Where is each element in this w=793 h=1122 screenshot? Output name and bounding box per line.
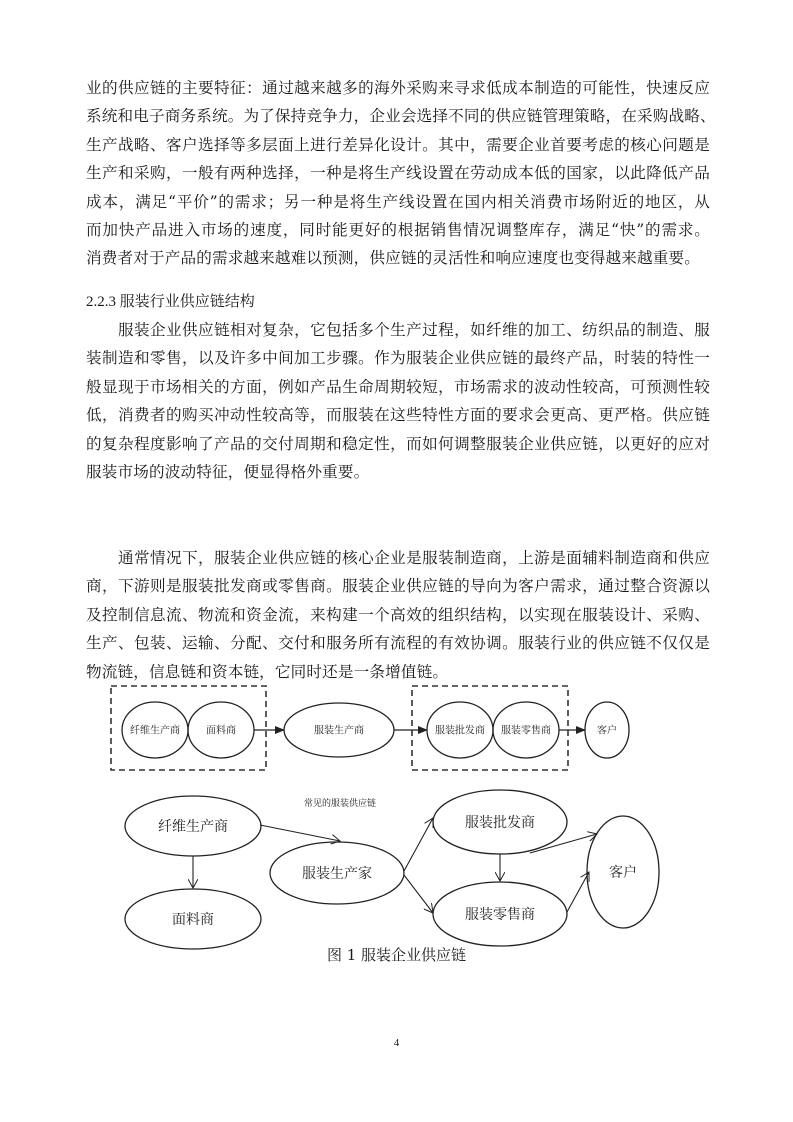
body-text-line: 装制造和零售，以及许多中间加工步骤。作为服装企业供应链的最终产品，时装的特性一 — [86, 349, 710, 368]
body-text-line: 而加快产品进入市场的速度，同时能更好的根据销售情况调整库存，满足“快”的需求。 — [86, 221, 710, 239]
graph-label: 常见的服装供应链 — [303, 799, 377, 809]
graph-node — [125, 889, 261, 949]
graph-node-label: 服装生产家 — [302, 865, 372, 882]
body-text-line: 消费者对于产品的需求越来越难以预测，供应链的灵活性和响应速度也变得越来越重要。 — [86, 249, 701, 268]
page-number: 4 — [393, 1037, 400, 1049]
graph-node-label: 服装零售商 — [465, 906, 535, 923]
top-node-label: 服装零售商 — [501, 725, 551, 737]
body-text-line: 生产、包装、运输、分配、交付和服务所有流程的有效协调。服装行业的供应链不仅仅是 — [86, 634, 710, 653]
graph-node — [125, 796, 261, 856]
body-text-line: 商，下游则是服装批发商或零售商。服装企业供应链的导向为客户需求，通过整合资源以 — [86, 577, 710, 596]
top-node-label: 面料商 — [206, 725, 236, 737]
body-text-line: 业的供应链的主要特征：通过越来越多的海外采购来寻求低成本制造的可能性，快速反应 — [86, 79, 710, 97]
graph-node — [433, 790, 567, 854]
bottom-graph-diagram — [125, 790, 659, 949]
top-node — [188, 702, 254, 758]
graph-edge — [567, 872, 589, 912]
body-text-line: 服装市场的波动特征，便显得格外重要。 — [86, 463, 370, 481]
graph-node-label: 服装批发商 — [465, 814, 535, 831]
top-node — [427, 702, 493, 758]
body-text-line: 生产战略、客户选择等多层面上进行差异化设计。其中，需要企业首要考虑的核心问题是 — [86, 135, 710, 154]
top-node — [585, 702, 629, 758]
body-text-line: 系统和电子商务系统。为了保持竞争力，企业会选择不同的供应链管理策略，在采购战略、 — [86, 107, 716, 126]
top-node — [493, 702, 559, 758]
body-text-line: 的复杂程度影响了产品的交付周期和稳定性，而如何调整服装企业供应链，以更好的应对 — [86, 434, 710, 453]
top-chain-diagram — [111, 686, 629, 770]
body-text-line: 及控制信息流、物流和资金流，来构建一个高效的组织结构，以实现在服装设计、采购、 — [86, 605, 710, 624]
graph-node-label: 客户 — [609, 864, 637, 881]
body-text-line: 物流链，信息链和资本链，它同时还是一条增值链。 — [86, 662, 449, 681]
top-node — [122, 702, 188, 758]
graph-node — [270, 842, 404, 904]
figure-caption: 图 1 服装企业供应链 — [326, 946, 467, 964]
top-node-label: 客户 — [597, 725, 617, 737]
body-text-line: 低，消费者的购买冲动性较高等，而服装在这些特性方面的要求会更高、更严格。供应链 — [86, 406, 710, 425]
graph-node-label: 面料商 — [172, 911, 214, 928]
graph-node — [587, 816, 659, 928]
graph-edge — [260, 825, 340, 841]
body-text-line: 生产和采购，一般有两种选择，一种是将生产线设置在劳动成本低的国家，以此降低产品 — [86, 164, 710, 183]
graph-edge — [404, 875, 433, 913]
body-text-line: 成本，满足“平价”的需求；另一种是将生产线设置在国内相关消费市场附近的地区，从 — [86, 192, 710, 211]
graph-node — [433, 882, 567, 946]
body-text-line: 服装企业供应链相对复杂，它包括多个生产过程，如纤维的加工、纺织品的制造、服 — [86, 321, 710, 339]
top-node-label: 纤维生产商 — [130, 725, 180, 737]
top-node-label: 服装生产商 — [314, 725, 364, 737]
graph-edge — [404, 818, 433, 871]
body-text-line: 般显现于市场相关的方面，例如产品生命周期较短，市场需求的波动性较高，可预测性较 — [86, 377, 710, 396]
graph-node-label: 纤维生产商 — [158, 818, 228, 835]
graph-edge — [530, 834, 597, 853]
section-heading: 2.2.3 服装行业供应链结构 — [86, 294, 255, 310]
top-node — [284, 703, 394, 757]
top-node-label: 服装批发商 — [435, 725, 485, 737]
body-text-line: 通常情况下，服装企业供应链的核心企业是服装制造商，上游是面辅料制造商和供应 — [86, 549, 710, 567]
